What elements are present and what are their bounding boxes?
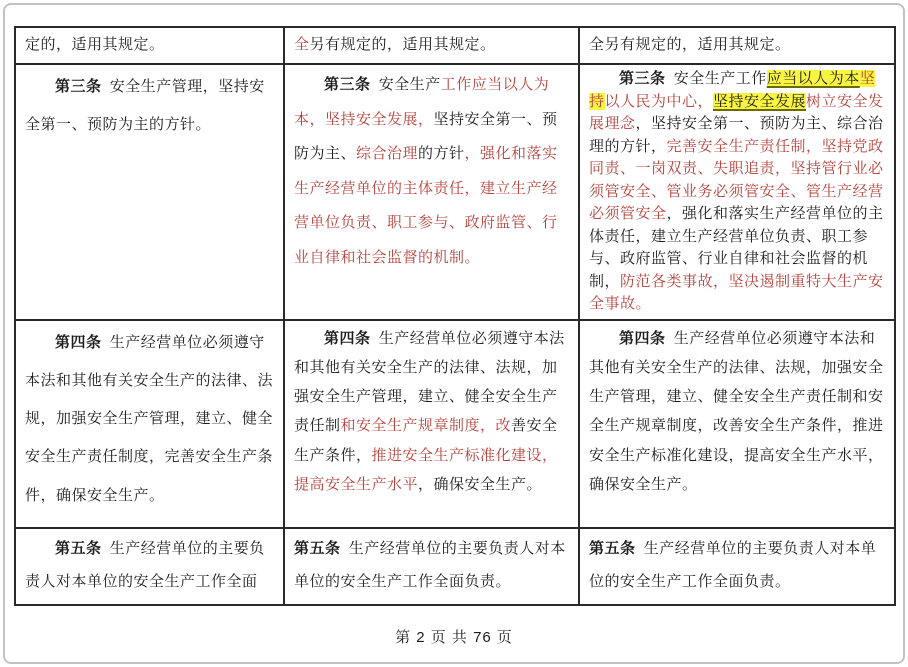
text-run: 生产经营单位必须遵守本法和其他有关安全生产的法律、法规，加强安全生产管理，建立、健全安全生产责任制 xyxy=(294,329,565,435)
row-article-5-cell xyxy=(284,528,579,605)
text-run: 的方针 xyxy=(418,145,465,162)
row-article-3 xyxy=(15,64,895,320)
row-article-3-cell xyxy=(15,64,284,320)
row-continuation-cell xyxy=(15,27,284,64)
text-run: 生产经营单位必须遵守本法和其他有关安全生产的法律、法规，加强安全生产管理，建立、健全安全生产责任制度，完善安全生产条件，确保安全生产。 xyxy=(25,333,274,504)
text-run: 坚持安全第一、预防为主、 xyxy=(294,110,558,162)
text-run: 定的，适用其规定。 xyxy=(25,36,165,53)
text-run: ，强化和落实生产经营单位的主体责任，建立生产经营单位负责、职工参与、政府监管、行业自律和社会监督的机制， xyxy=(589,205,884,290)
article-number: 第四条 xyxy=(55,333,102,351)
text-run: 推进安全生产标准化建设，提高安全生产水平 xyxy=(294,446,558,493)
row-article-4-cell xyxy=(579,320,895,528)
row-continuation-cell xyxy=(579,27,895,64)
text-run: 完善安全生产责任制，坚持党政同责、一岗双责、失职追责，坚持管行业必须管安全、管业务必须管安全、管生产经营必须管安全 xyxy=(589,137,884,222)
text-run: 全 xyxy=(294,36,310,53)
article-number: 第五条 xyxy=(294,539,341,557)
text-run: 综合治理 xyxy=(356,145,419,162)
text-run: ，坚持安全第一、预防为主、综合治理的方针， xyxy=(589,115,884,155)
text-run: 生产经营单位必须遵守本法和其他有关安全生产的法律、法规，加强安全生产管理，建立、健全安全生产责任制和安全生产规章制度，改善安全生产条件，推进安全生产标准化建设，提高安全生产水平，确保安全生产。 xyxy=(589,329,884,493)
text-run: 安全生产管理，坚持安全第一、预防为主的方针。 xyxy=(25,78,265,134)
article-number: 第三条 xyxy=(619,70,666,87)
article-number: 第三条 xyxy=(55,78,102,95)
text-run: 安全生产工作 xyxy=(673,70,767,87)
text-run: ，确保安全生产。 xyxy=(418,475,543,493)
text-run: 防范各类事故，坚决遏制重特大生产安全事故。 xyxy=(589,272,884,312)
row-article-5 xyxy=(15,528,895,605)
row-article-3-cell xyxy=(579,64,895,320)
text-run: 应当以人为本 xyxy=(766,70,860,87)
document-page xyxy=(3,3,905,664)
text-run: 树立安全发展理念 xyxy=(589,92,884,132)
row-article-4-cell xyxy=(15,320,284,528)
text-run: 全另有规定的，适用其规定。 xyxy=(589,36,791,53)
article-number: 第五条 xyxy=(589,539,636,557)
text-run: 以人民为中心， xyxy=(604,92,714,110)
text-run: 生产经营单位的主要负责人对本单位的安全生产工作全面 xyxy=(25,539,265,590)
table-body xyxy=(15,27,895,605)
article-number: 第四条 xyxy=(619,329,666,347)
row-continuation xyxy=(15,27,895,64)
text-run: 坚持 xyxy=(589,70,876,110)
text-run: 生产经营单位的主要负责人对本单位的安全生产工作全面负责。 xyxy=(294,539,566,590)
row-continuation-cell xyxy=(284,27,579,64)
page-number: 第 2 页 共 76 页 xyxy=(395,628,513,646)
row-article-4 xyxy=(15,320,895,528)
text-run: 生产经营单位的主要负责人对本单位的安全生产工作全面负责。 xyxy=(589,539,877,590)
row-article-3-cell xyxy=(284,64,579,320)
article-number: 第五条 xyxy=(55,539,102,557)
row-article-4-cell xyxy=(284,320,579,528)
text-run: ，强化和落实生产经营单位的主体责任，建立生产经营单位负责、职工参与、政府监管、行业自律和社会监督的机制。 xyxy=(294,145,558,266)
text-run: 坚持安全发展 xyxy=(713,92,807,110)
article-number: 第四条 xyxy=(324,329,371,347)
text-run: 另有规定的，适用其规定。 xyxy=(309,36,496,53)
law-comparison-table xyxy=(14,26,896,606)
text-run: 工作应当以人为本，坚持安全发展， xyxy=(294,76,550,128)
text-run: 善安全生产条件， xyxy=(294,417,558,464)
text-run: 和安全生产规章制度，改 xyxy=(340,417,512,435)
row-article-5-cell xyxy=(579,528,895,605)
row-article-5-cell xyxy=(15,528,284,605)
text-run: 安全生产 xyxy=(378,76,441,93)
article-number: 第三条 xyxy=(324,76,371,93)
